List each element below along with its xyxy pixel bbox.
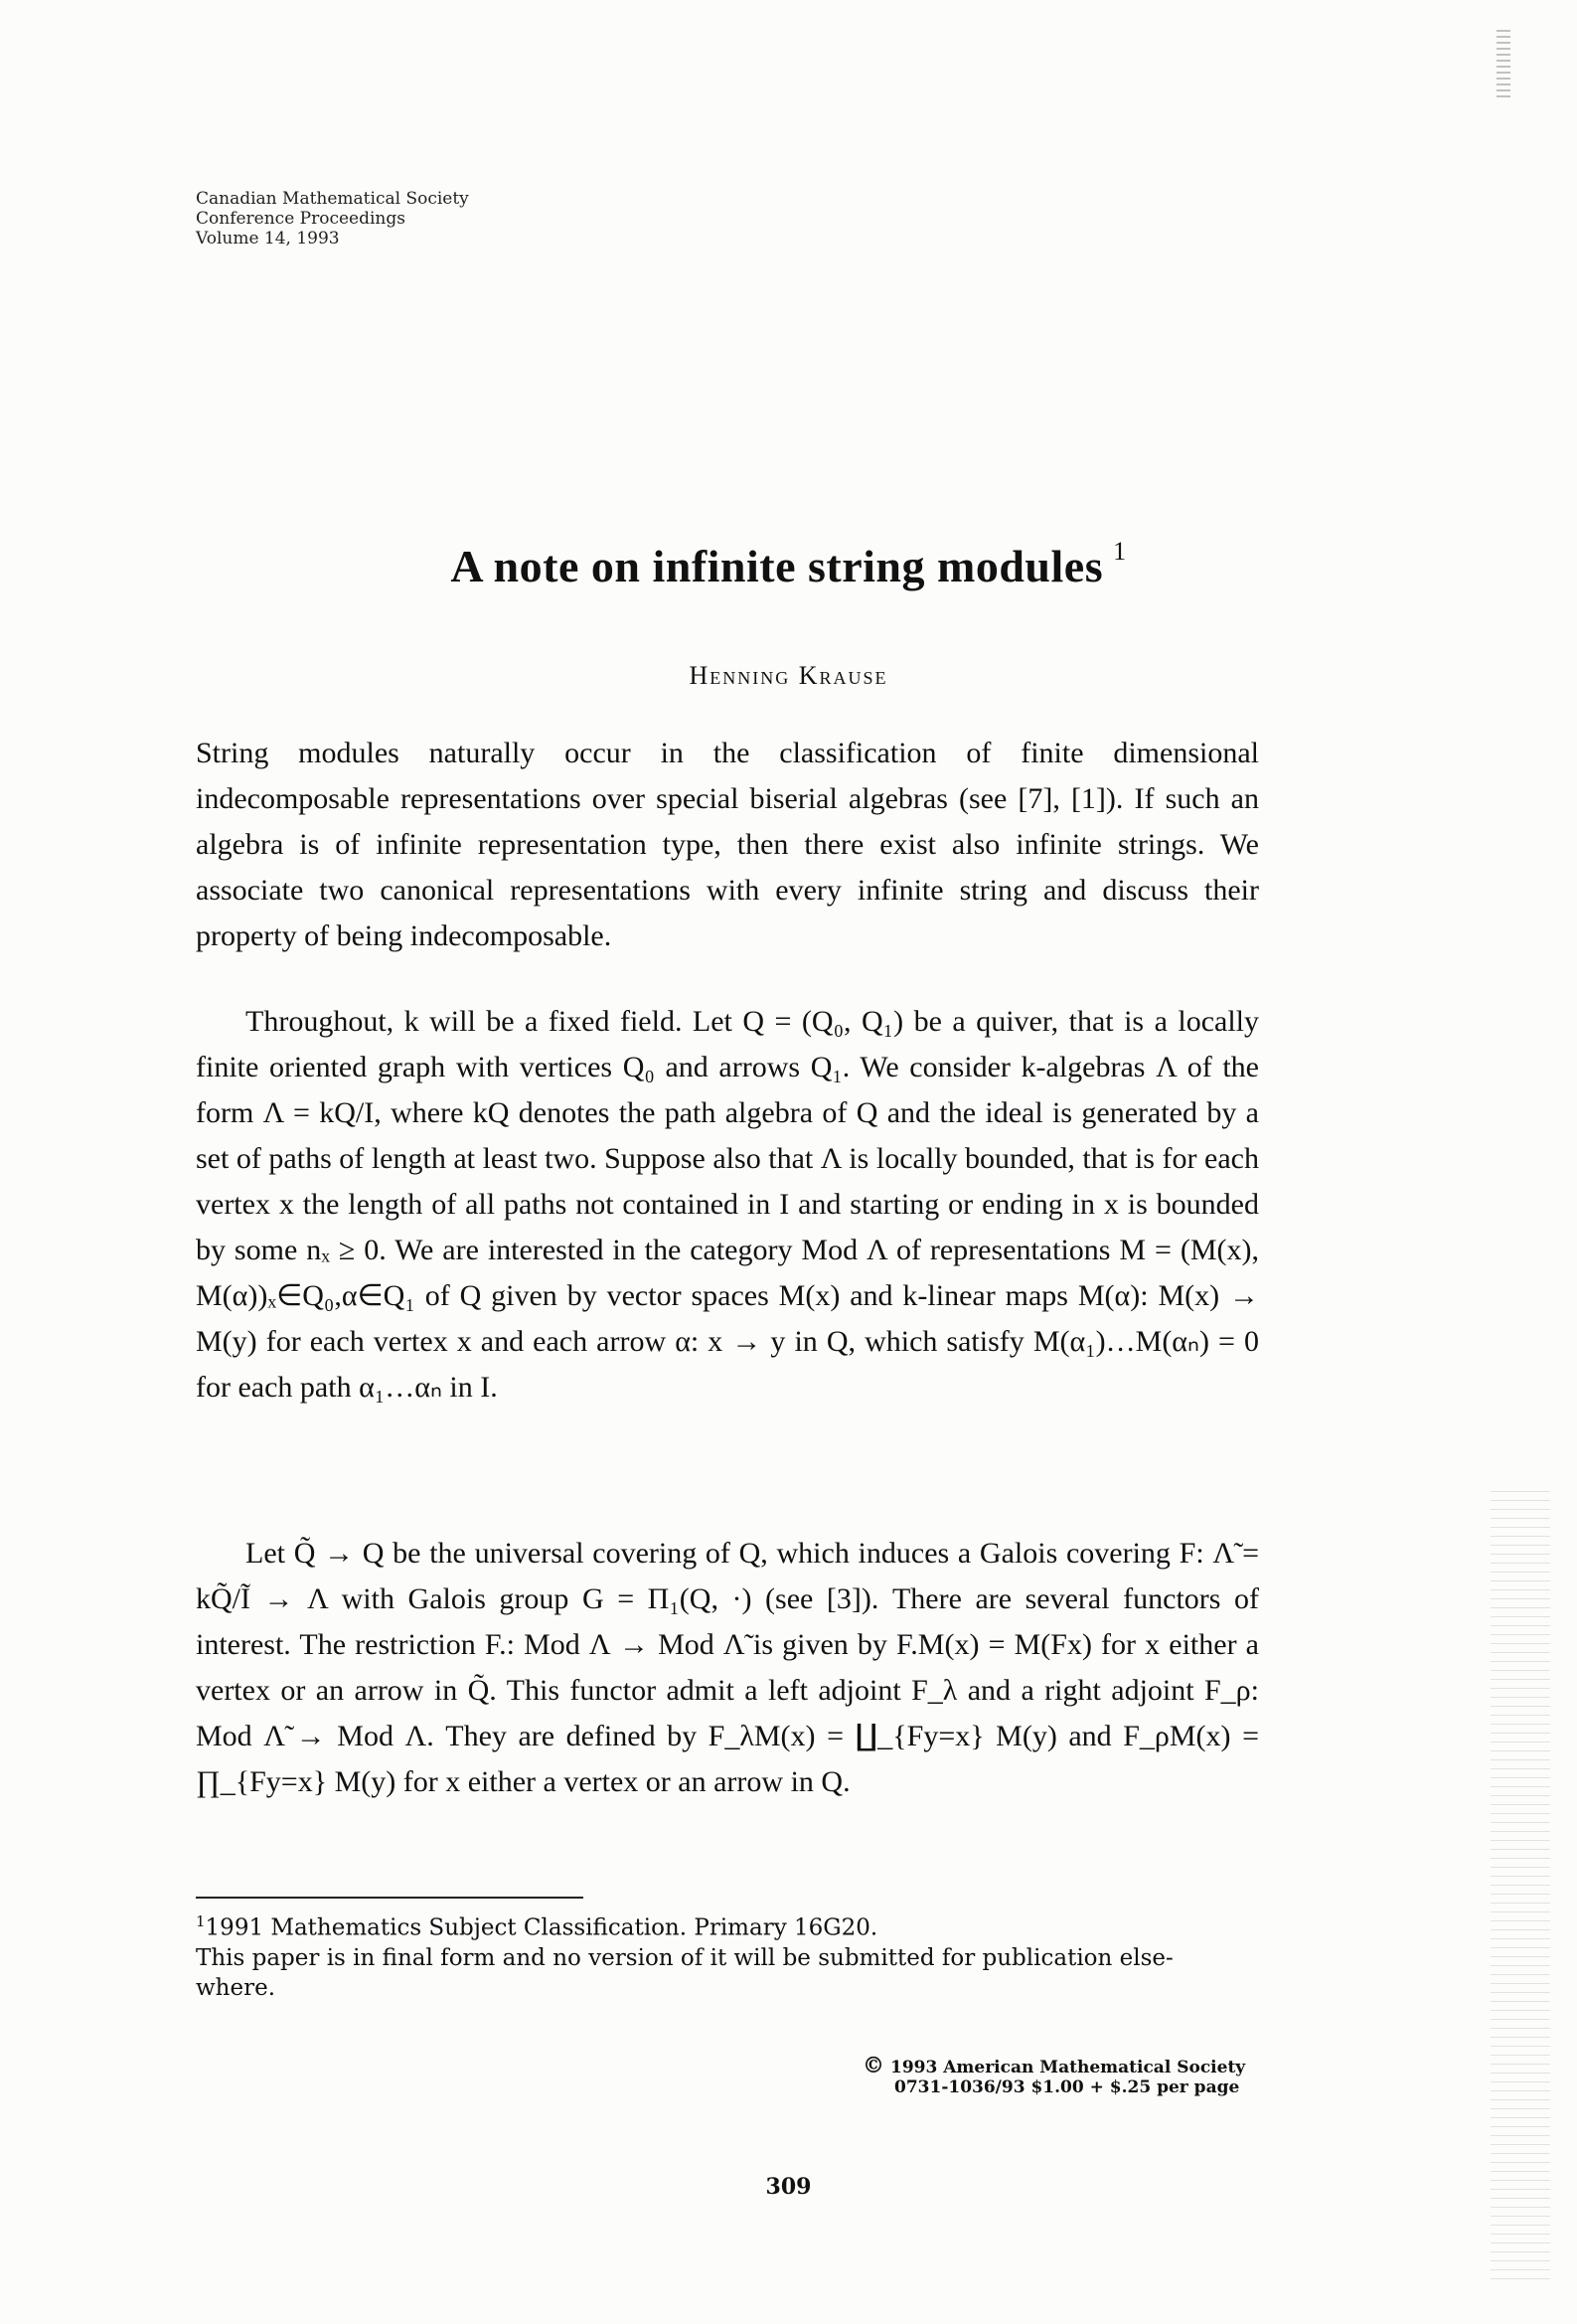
copyright-line-2: 0731-1036/93 $1.00 + $.25 per page xyxy=(894,2077,1240,2097)
body-paragraph-1: Throughout, k will be a fixed field. Let Q = (Q₀, Q₁) be a quiver, that is a locally finite oriented graph with vertices Q₀ and arrows Q₁. We consider k-algebras Λ of the form Λ = kQ/I, where kQ denotes the path algebra of Q and the ideal is generated by a set of paths of length at least two. Suppose also that Λ is locally bounded, that is for each vertex x the length of all paths not contained in I and starting or ending in x is bounded by some nₓ ≥ 0. We are interested in the category Mod Λ of representations M = (M(x), M(α))ₓ∈Q₀,α∈Q₁ of Q given by vector spaces M(x) and k-linear maps M(α): M(x) → M(y) for each vertex x and each arrow α: x → y in Q, which satisfy M(α₁)…M(αₙ) = 0 for each path α₁…αₙ in I. xyxy=(196,1005,1259,1404)
footnote-line-1 xyxy=(196,1907,1249,1943)
scan-artifact xyxy=(1497,30,1510,99)
title-footnote-mark: 1 xyxy=(1113,537,1127,566)
journal-header xyxy=(196,189,469,249)
copyright-notice xyxy=(863,2053,1260,2097)
header-line-volume: Volume 14, 1993 xyxy=(196,229,340,249)
abstract-paragraph: String modules naturally occur in the classification of finite dimensional indecomposable representations over special biserial algebras (see [7], [1]). If such an algebra is of infinite representation type, then there exist also infinite strings. We associate two canonical representations with every infinite string and discuss their property of being indecomposable. xyxy=(196,737,1259,952)
author-name: Henning Krause xyxy=(689,661,888,690)
page-number: 309 xyxy=(765,2174,812,2200)
body-paragraph-2: Let Q̃ → Q be the universal covering of Q, which induces a Galois covering F: Λ̃ = kQ̃/Ĩ → Λ with Galois group G = Π₁(Q, ·) (see [3]). There are several functors of interest. The restriction F.: Mod Λ → Mod Λ̃ is given by F.M(x) = M(Fx) for x either a vertex or an arrow in Q̃. This functor admit a left adjoint F_λ and a right adjoint F_ρ: Mod Λ̃ → Mod Λ. They are defined by F_λM(x) = ∐_{Fy=x} M(y) and F_ρM(x) = ∏_{Fy=x} M(y) for x either a vertex or an arrow in Q. xyxy=(196,1537,1259,1798)
header-line-proceedings: Conference Proceedings xyxy=(196,209,405,229)
footnote-classification: 1991 Mathematics Subject Classification. Primary 16G20. xyxy=(205,1914,878,1941)
scan-edge-noise xyxy=(1491,1491,1550,2286)
copyright-line-1 xyxy=(863,2053,1260,2078)
footnote xyxy=(196,1907,1249,2003)
paper-title-block xyxy=(0,537,1577,592)
footnote-line-3: where. xyxy=(196,1974,276,2001)
copyright-holder: 1993 American Mathematical Society xyxy=(890,2058,1246,2077)
copyright-symbol: © xyxy=(863,2053,884,2078)
footnote-line-2: This paper is in final form and no version of it will be submitted for publication else- xyxy=(196,1944,1174,1971)
paper-title: A note on infinite string modules xyxy=(450,541,1104,591)
footnote-rule xyxy=(196,1897,583,1899)
footnote-mark: 1 xyxy=(196,1912,206,1930)
header-line-society: Canadian Mathematical Society xyxy=(196,189,469,209)
